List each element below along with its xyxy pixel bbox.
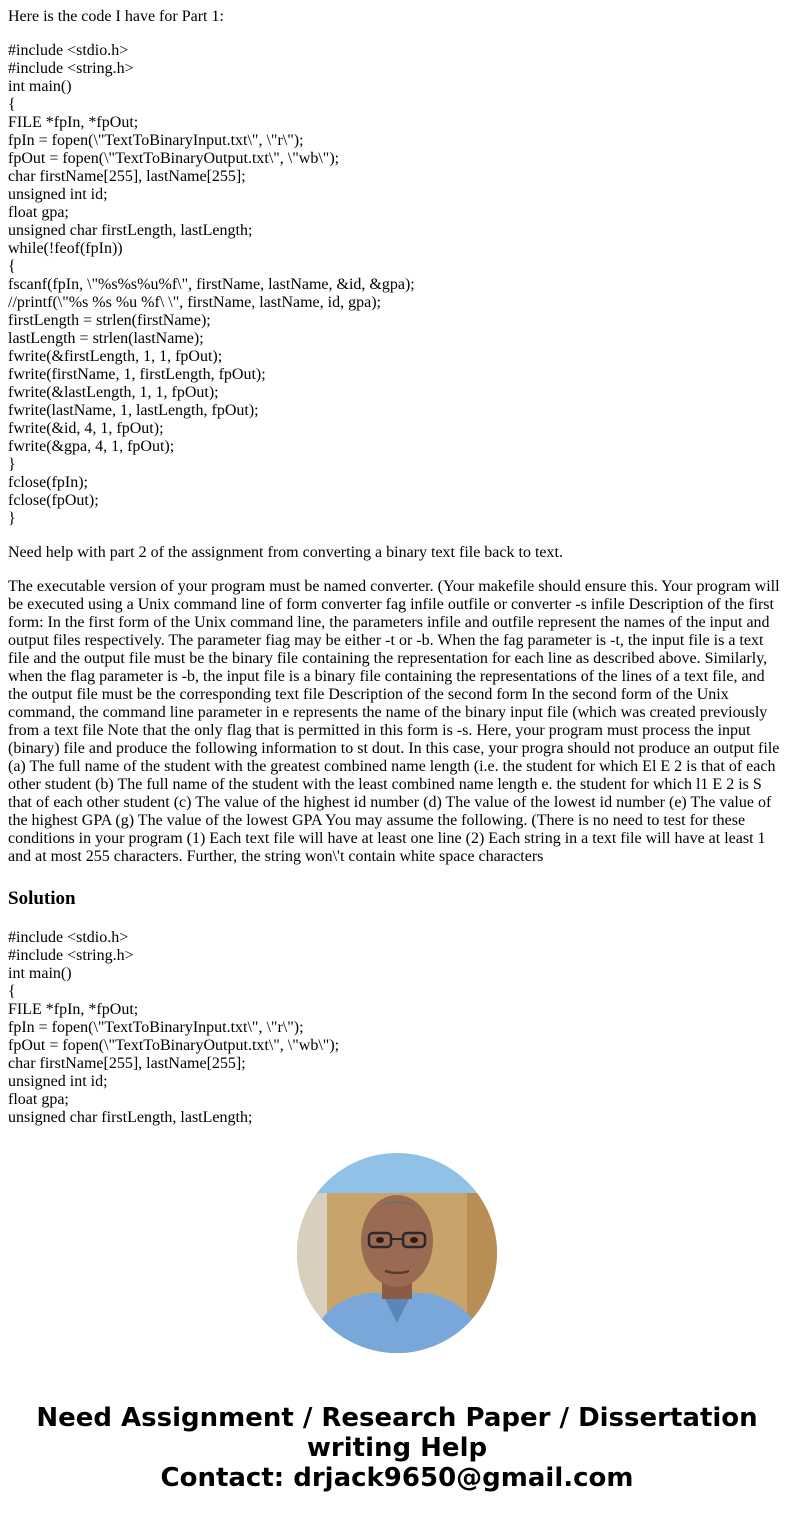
code-line: unsigned char firstLength, lastLength; — [8, 222, 253, 239]
code-line: #include <stdio.h> — [8, 42, 129, 59]
code-line: fwrite(lastName, 1, lastLength, fpOut); — [8, 402, 259, 419]
code-line: fpOut = fopen(\"TextToBinaryOutput.txt\", \"wb\"); — [8, 150, 340, 167]
avatar — [297, 1153, 497, 1353]
code-line: unsigned int id; — [8, 1073, 108, 1090]
code-line: fwrite(&lastLength, 1, 1, fpOut); — [8, 384, 219, 401]
footer-contact-line: Contact: drjack9650@gmail.com — [160, 1463, 634, 1493]
code-line: int main() — [8, 965, 72, 982]
code-line: fscanf(fpIn, \"%s%s%u%f\", firstName, lastName, &id, &gpa); — [8, 276, 415, 293]
code-line: } — [8, 456, 16, 473]
code-line: #include <string.h> — [8, 947, 134, 964]
code-line: } — [8, 510, 16, 527]
code-line: FILE *fpIn, *fpOut; — [8, 1001, 139, 1018]
code-line: fpIn = fopen(\"TextToBinaryInput.txt\", \"r\"); — [8, 1019, 304, 1036]
code-line: int main() — [8, 78, 72, 95]
avatar-photo — [297, 1153, 497, 1353]
code-line: fwrite(&id, 4, 1, fpOut); — [8, 420, 164, 437]
code-line: #include <string.h> — [8, 60, 134, 77]
help-request-text: Need help with part 2 of the assignment from converting a binary text file back to text. — [8, 544, 563, 561]
code-line: firstLength = strlen(firstName); — [8, 312, 211, 329]
code-line: lastLength = strlen(lastName); — [8, 330, 204, 347]
code-line: //printf(\"%s %s %u %f\ \", firstName, lastName, id, gpa); — [8, 294, 381, 311]
code-line: fwrite(&gpa, 4, 1, fpOut); — [8, 438, 175, 455]
code-line: unsigned int id; — [8, 186, 108, 203]
code-block-part1 — [8, 42, 786, 528]
assignment-description: The executable version of your program must be named converter. (Your makefile should ensure this. Your program will be executed using a Unix command line of form converter fag infile outfile or converter -s infile Description of the first form: In the first form of the Unix command line, the parameters infile and outfile represent the names of the input and output files respectively. The parameter fiag may be either -t or -b. When the fag parameter is -t, the input file is a text file and the output file must be the binary file containing the representation for each line as described above. Similarly, when the flag parameter is -b, the input file is a binary file containing the representations of the lines of a text file, and the output file must be the corresponding text file Description of the second form In the second form of the Unix command, the command line parameter in e represents the name of the binary input file (which was created previously from a text file Note that the only flag that is permitted in this form is -s. Here, your program must process the input (binary) file and produce the following information to st dout. In this case, your progra should not produce an output file (a) The full name of the student with the greatest combined name length (i.e. the student for which El E 2 is that of each other student (b) The full name of the student with the least combined name length e. the student for which l1 E 2 is S that of each other student (c) The value of the highest id number (d) The value of the lowest id number (e) The value of the highest GPA (g) The value of the lowest GPA You may assume the following. (There is no need to test for these conditions in your program (1) Each text file will have at least one line (2) Each string in a text file will have at least 1 and at most 255 characters. Further, the string won\'t contain white space characters — [8, 578, 780, 865]
code-line: float gpa; — [8, 204, 69, 221]
code-line: char firstName[255], lastName[255]; — [8, 168, 246, 185]
code-line: FILE *fpIn, *fpOut; — [8, 114, 139, 131]
code-line: while(!feof(fpIn)) — [8, 240, 123, 257]
contact-footer — [0, 1403, 794, 1493]
code-line: fclose(fpIn); — [8, 474, 88, 491]
intro-text: Here is the code I have for Part 1: — [8, 8, 224, 25]
article-body — [8, 8, 786, 1127]
code-line: { — [8, 96, 16, 113]
code-line: fclose(fpOut); — [8, 492, 99, 509]
code-line: fwrite(&firstLength, 1, 1, fpOut); — [8, 348, 223, 365]
code-line: #include <stdio.h> — [8, 929, 129, 946]
code-line: fwrite(firstName, 1, firstLength, fpOut); — [8, 366, 266, 383]
solution-heading: Solution — [8, 888, 76, 909]
footer-line-1: Need Assignment / Research Paper / Dissertation — [36, 1403, 758, 1433]
code-line: fpOut = fopen(\"TextToBinaryOutput.txt\", \"wb\"); — [8, 1037, 340, 1054]
code-block-solution — [8, 929, 786, 1127]
code-line: { — [8, 983, 16, 1000]
code-line: { — [8, 258, 16, 275]
code-line: float gpa; — [8, 1091, 69, 1108]
footer-line-2: writing Help — [306, 1433, 488, 1463]
code-line: fpIn = fopen(\"TextToBinaryInput.txt\", \"r\"); — [8, 132, 304, 149]
code-line: char firstName[255], lastName[255]; — [8, 1055, 246, 1072]
code-line: unsigned char firstLength, lastLength; — [8, 1109, 253, 1126]
